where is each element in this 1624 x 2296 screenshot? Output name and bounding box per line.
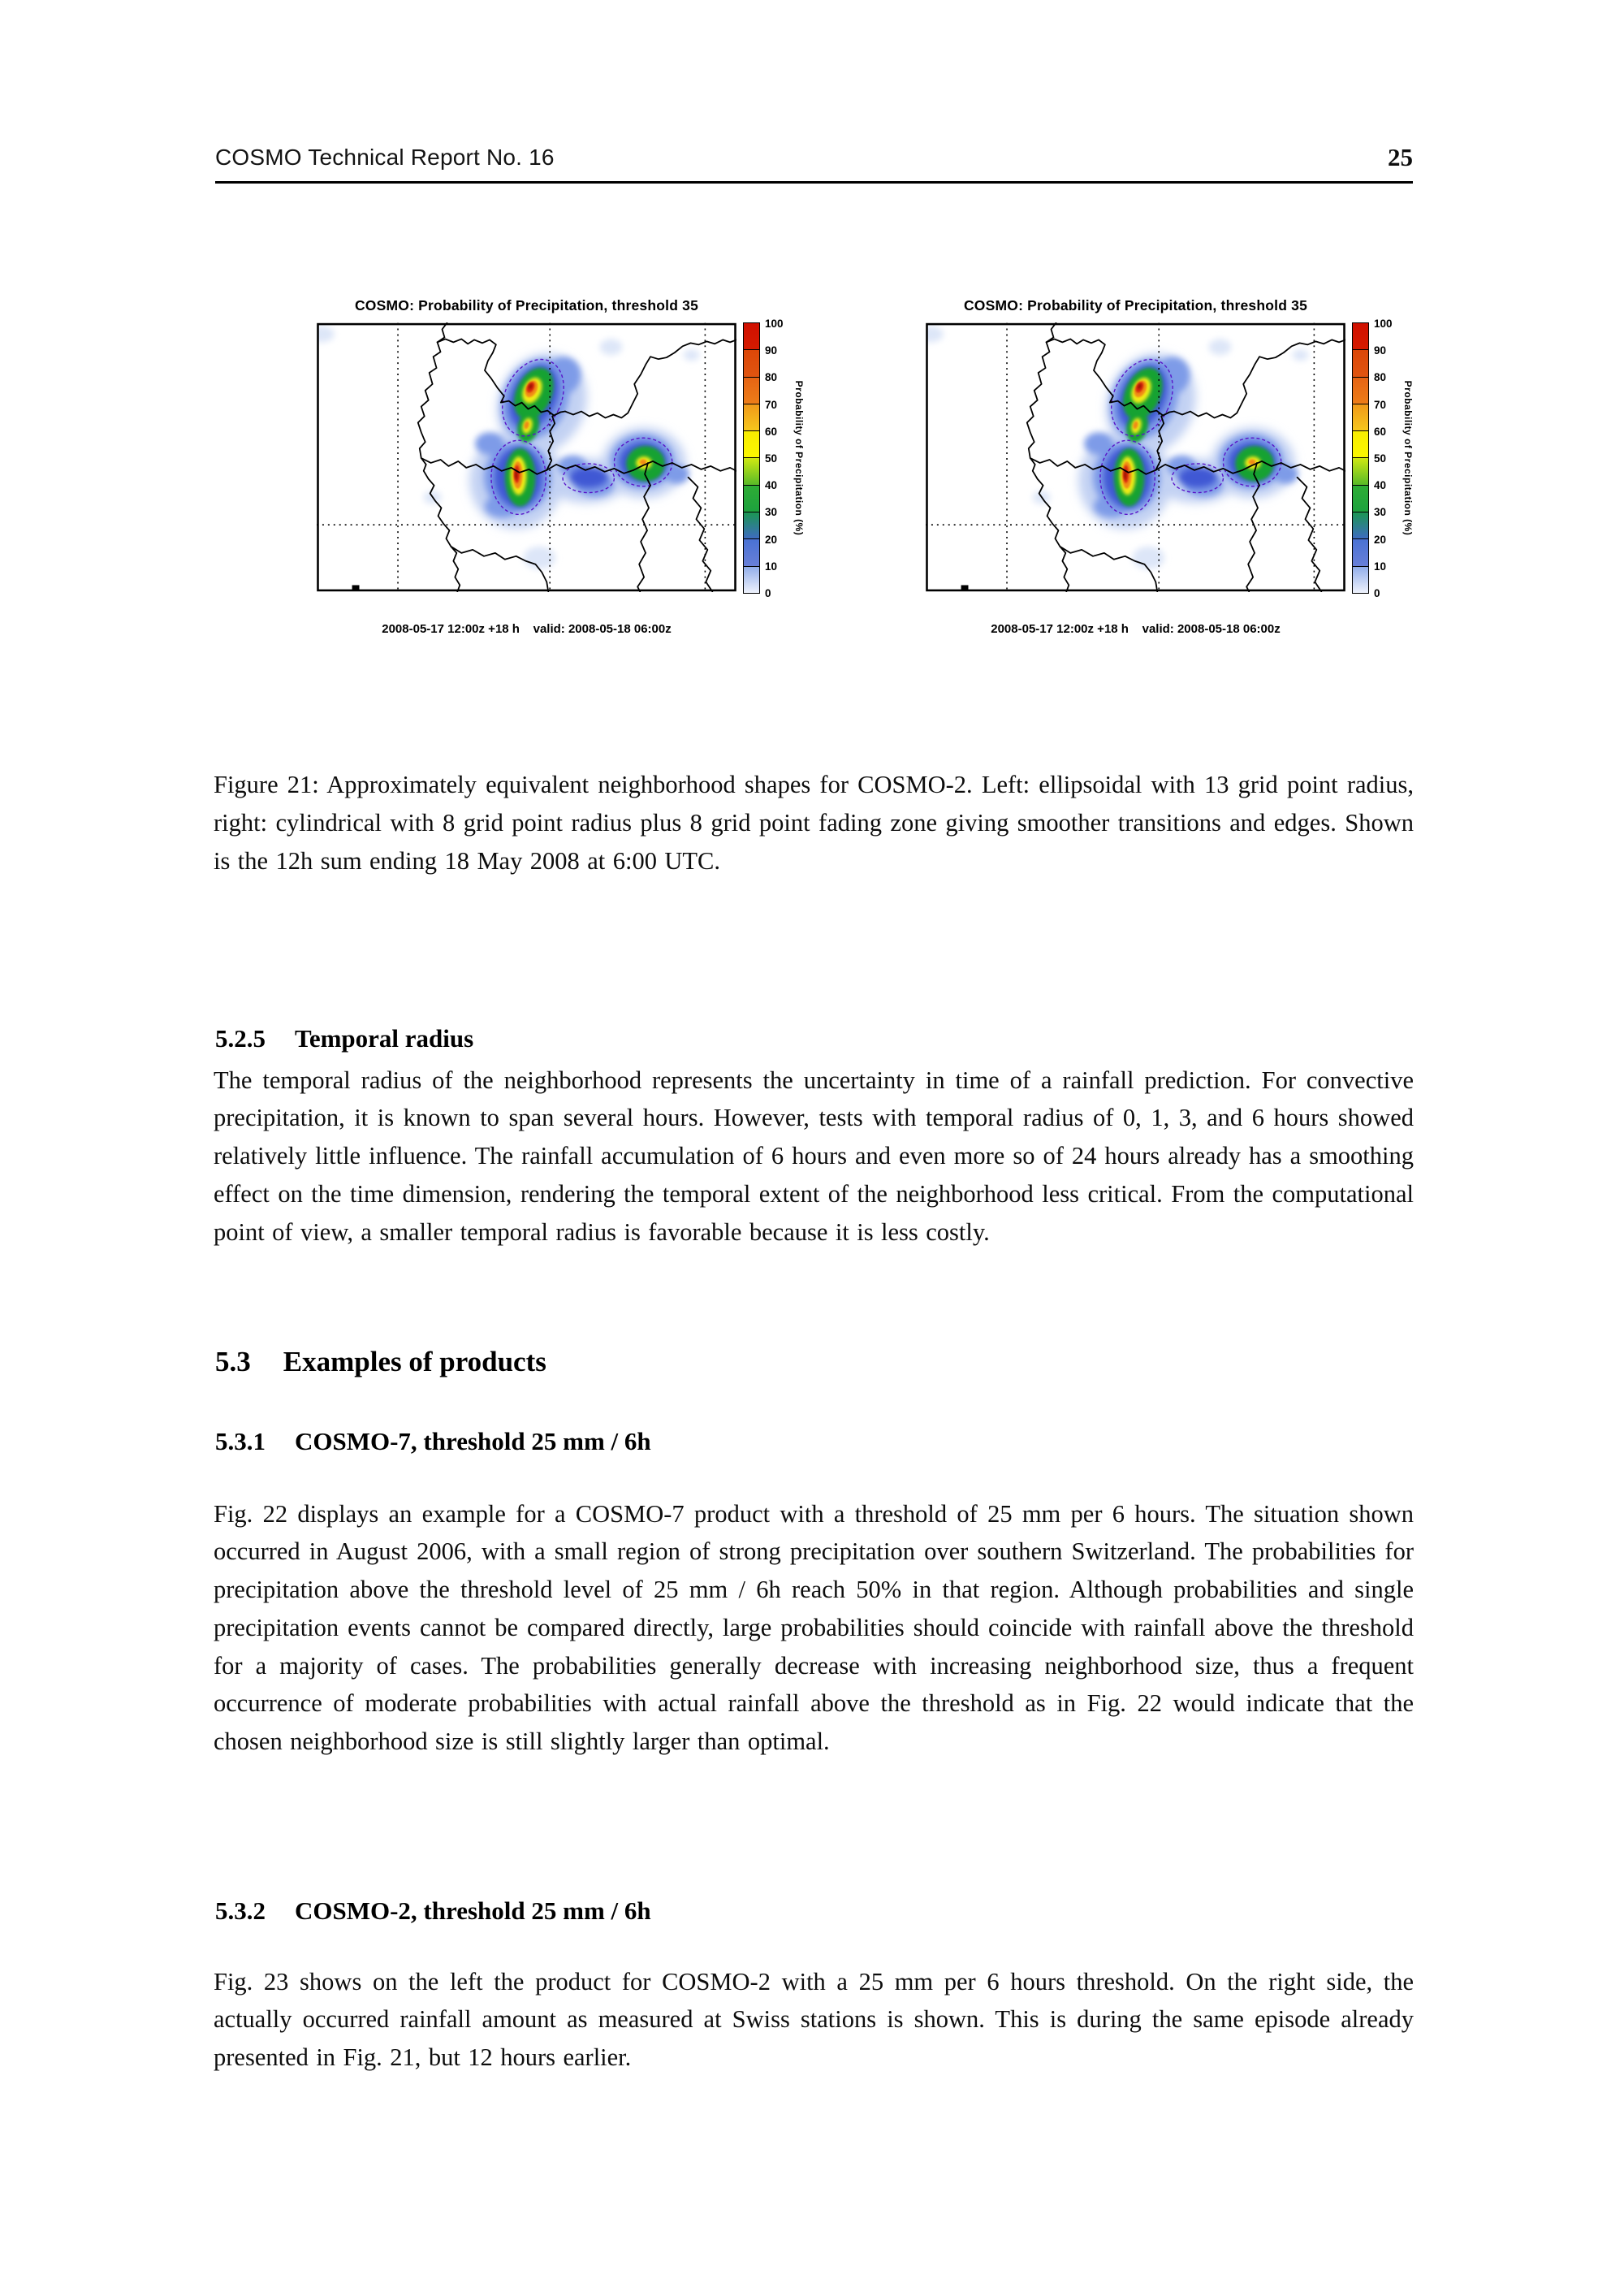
colorbar-tick-labels: 100 90 80 70 60 50 40 30 20 10 0 xyxy=(1374,318,1393,600)
colorbar-scale xyxy=(1352,322,1369,594)
map-date-line: 2008-05-17 12:00z +18 h valid: 2008-05-18 06:00z xyxy=(382,622,672,636)
section-number: 5.3.1 xyxy=(215,1427,266,1455)
map-body xyxy=(317,318,836,600)
paragraph-cosmo7-example: Fig. 22 displays an example for a COSMO-7 product with a threshold of 25 mm per 6 hours. The situation shown occurred in August 2006, with a small region of strong precipitation over southern Switzerland. The probabilities for precipitation above the threshold level of 25 mm / 6h reach 50% in that region. Although probabilities and single precipitation events cannot be compared directly, large probabilities should coincide with rainfall above the threshold for a majority of cases. The probabilities generally decrease with increasing neighborhood size, thus a frequent occurrence of moderate probabilities with actual rainfall above the threshold as in Fig. 22 would indicate that the chosen neighborhood size is still slightly larger than optimal. xyxy=(214,1499,1414,1756)
colorbar xyxy=(743,318,836,600)
section-title: COSMO-2, threshold 25 mm / 6h xyxy=(295,1896,651,1925)
paragraph-temporal-radius: The temporal radius of the neighborhood represents the uncertainty in time of a rainfall prediction. For convective precipitation, it is known to span several hours. However, tests with temporal radius of 0, 1, 3, and 6 hours showed relatively little influence. The rainfall accumulation of 6 hours and even more so of 24 hours already has a smoothing effect on the time dimension, rendering the temporal extent of the neighborhood less critical. From the computational point of view, a smaller temporal radius is favorable because it is less costly. xyxy=(214,1066,1414,1246)
colorbar-axis-label: Probability of Precipitation (%) xyxy=(1402,380,1414,536)
map-title: COSMO: Probability of Precipitation, threshold 35 xyxy=(963,297,1308,313)
heading-5-2-5 xyxy=(215,1024,473,1053)
header-rule xyxy=(215,181,1413,184)
heading-5-3 xyxy=(215,1346,546,1378)
section-title: Examples of products xyxy=(283,1346,546,1378)
paragraph-cosmo2-example: Fig. 23 shows on the left the product for COSMO-2 with a 25 mm per 6 hours threshold. On the right side, the actually occurred rainfall amount as measured at Swiss stations is shown. This is during the same episode already presented in Fig. 21, but 12 hours earlier. xyxy=(214,1967,1414,2072)
colorbar-tick-labels: 100 90 80 70 60 50 40 30 20 10 0 xyxy=(765,318,784,600)
map-figure-left xyxy=(317,297,836,655)
precip-probability-map xyxy=(317,322,736,592)
heading-5-3-1 xyxy=(215,1427,651,1456)
figure-21-caption: Figure 21: Approximately equivalent neighborhood shapes for COSMO-2. Left: ellipsoidal with 13 grid point radius, right: cylindrical with 8 grid point radius plus 8 grid point fading zone giving smoother transitions and edges. Shown is the 12h sum ending 18 May 2008 at 6:00 UTC. xyxy=(214,770,1414,875)
heading-5-3-2 xyxy=(215,1896,651,1926)
colorbar xyxy=(1352,318,1445,600)
running-header-title: COSMO Technical Report No. 16 xyxy=(215,145,555,170)
map-title: COSMO: Probability of Precipitation, threshold 35 xyxy=(354,297,699,313)
section-number: 5.3 xyxy=(215,1346,251,1378)
colorbar-axis-label: Probability of Precipitation (%) xyxy=(793,380,805,536)
page-number: 25 xyxy=(1388,143,1413,171)
colorbar-scale xyxy=(743,322,760,594)
map-date-line: 2008-05-17 12:00z +18 h valid: 2008-05-18 06:00z xyxy=(991,622,1281,636)
section-title: Temporal radius xyxy=(295,1024,474,1053)
section-number: 5.3.2 xyxy=(215,1896,266,1925)
page-header xyxy=(215,145,1413,177)
axis-tick-mark xyxy=(352,585,360,590)
section-number: 5.2.5 xyxy=(215,1024,266,1053)
precip-probability-map xyxy=(926,322,1345,592)
section-title: COSMO-7, threshold 25 mm / 6h xyxy=(295,1427,651,1455)
map-figure-right xyxy=(926,297,1445,655)
map-body xyxy=(926,318,1445,600)
